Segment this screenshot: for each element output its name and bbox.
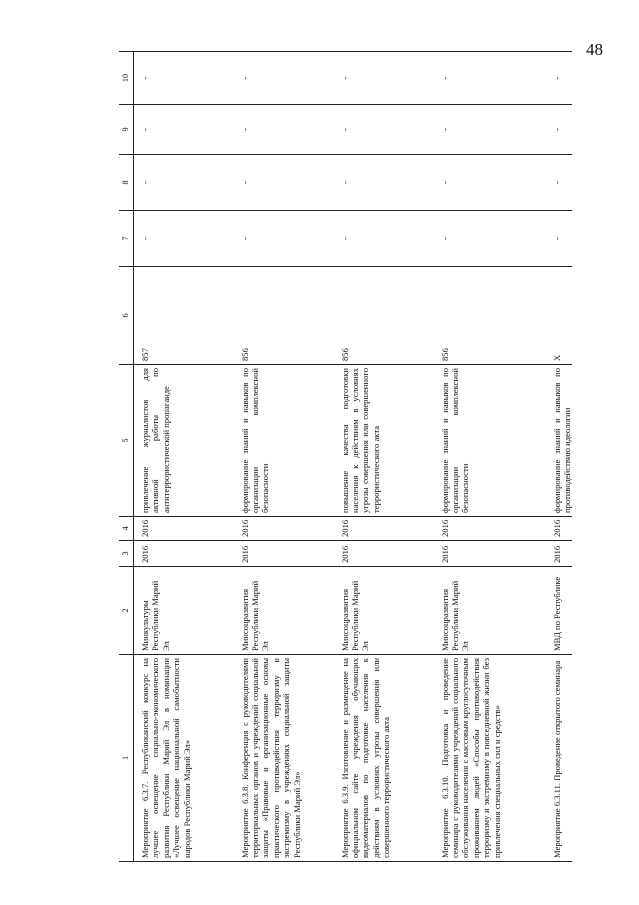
measure-name-cell: Мероприятие 6.3.8. Конференция с руководителями территориальных органов и учреждений социальной защиты «Правовые и организационные основы практического противодействия терроризму и экстремизму в учреждениях социальной защиты Республики Марий Эл» bbox=[234, 655, 334, 862]
value-cell: - bbox=[434, 105, 546, 155]
executor-cell: Минсоцразвития Республики Марий Эл bbox=[434, 567, 546, 655]
expected-result-cell: формирование знаний и навыков по противодействию идеологии bbox=[546, 365, 573, 517]
value-cell: - bbox=[546, 52, 573, 105]
value-cell: - bbox=[334, 155, 434, 211]
value-cell: - bbox=[234, 211, 334, 267]
end-year-cell: 2016 bbox=[334, 517, 434, 541]
table-row bbox=[434, 52, 546, 862]
column-header: 9 bbox=[119, 105, 134, 155]
column-header: 5 bbox=[119, 365, 134, 517]
end-year-cell: 2016 bbox=[546, 517, 573, 541]
budget-code-cell: 856 bbox=[234, 267, 334, 365]
header-row bbox=[119, 52, 134, 862]
column-header: 6 bbox=[119, 267, 134, 365]
value-cell: - bbox=[134, 105, 234, 155]
measure-name-cell: Мероприятие 6.3.10. Подготовка и проведение семинара с руководителями учреждений социального обслуживания населения с массовым круглосуточным проживанием людей «Способы противодействия терроризму и экстремизму в повседневной жизни без привлечения специальных сил и средств» bbox=[434, 655, 546, 862]
start-year-cell: 2016 bbox=[546, 541, 573, 567]
measure-name-cell: Мероприятие 6.3.9. Изготовление и размещение на официальном сайте учреждения обучающих видеоматериалов по подготовке населения к действиям в условиях угрозы совершения или совершенного террористического акта bbox=[334, 655, 434, 862]
end-year-cell: 2016 bbox=[434, 517, 546, 541]
executor-cell: Минсоцразвития Республики Марий Эл bbox=[234, 567, 334, 655]
budget-code-cell: 857 bbox=[134, 267, 234, 365]
start-year-cell: 2016 bbox=[134, 541, 234, 567]
expected-result-cell: привлечение журналистов для активной работы по антитеррористической пропаганде bbox=[134, 365, 234, 517]
expected-result-cell: повышение качества подготовки населения к действиям в условиях угрозы совершения или совершенного террористического акта bbox=[334, 365, 434, 517]
column-header: 7 bbox=[119, 211, 134, 267]
value-cell: - bbox=[434, 155, 546, 211]
value-cell: - bbox=[546, 105, 573, 155]
end-year-cell: 2016 bbox=[234, 517, 334, 541]
column-header: 1 bbox=[119, 655, 134, 862]
table-row bbox=[234, 52, 334, 862]
column-header: 10 bbox=[119, 52, 134, 105]
value-cell: - bbox=[334, 211, 434, 267]
value-cell: - bbox=[234, 52, 334, 105]
column-header: 8 bbox=[119, 155, 134, 211]
measures-table bbox=[119, 51, 572, 862]
budget-code-cell: 856 bbox=[334, 267, 434, 365]
table-row bbox=[134, 52, 234, 862]
start-year-cell: 2016 bbox=[334, 541, 434, 567]
value-cell: - bbox=[546, 155, 573, 211]
expected-result-cell: формирование знаний и навыков по организации комплексной безопасности bbox=[234, 365, 334, 517]
expected-result-cell: формирование знаний и навыков по организации комплексной безопасности bbox=[434, 365, 546, 517]
value-cell: - bbox=[334, 105, 434, 155]
value-cell: - bbox=[334, 52, 434, 105]
rotated-table-container bbox=[119, 52, 639, 862]
executor-cell: Минкультуры Республики Марий Эл bbox=[134, 567, 234, 655]
value-cell: - bbox=[134, 211, 234, 267]
value-cell: - bbox=[234, 155, 334, 211]
executor-cell: Минсоцразвития Республики Марий Эл bbox=[334, 567, 434, 655]
table-row bbox=[334, 52, 434, 862]
page-number: 48 bbox=[586, 40, 603, 59]
value-cell: - bbox=[234, 105, 334, 155]
column-header: 3 bbox=[119, 541, 134, 567]
column-header: 2 bbox=[119, 567, 134, 655]
table-row bbox=[546, 52, 573, 862]
measure-name-cell: Мероприятие 6.3.11. Проведение открытого семинара bbox=[546, 655, 573, 862]
executor-cell: МВД по Республике bbox=[546, 567, 573, 655]
value-cell: - bbox=[434, 211, 546, 267]
value-cell: - bbox=[546, 211, 573, 267]
start-year-cell: 2016 bbox=[434, 541, 546, 567]
measure-name-cell: Мероприятие 6.3.7. Республиканский конкурс на лучшее освещение социально-экономического развития Республики Марий Эл в номинации «Лучшее освещение национальной самобытности народов Республики Марий Эл» bbox=[134, 655, 234, 862]
start-year-cell: 2016 bbox=[234, 541, 334, 567]
value-cell: - bbox=[434, 52, 546, 105]
value-cell: - bbox=[134, 155, 234, 211]
budget-code-cell: Х bbox=[546, 267, 573, 365]
value-cell: - bbox=[134, 52, 234, 105]
budget-code-cell: 856 bbox=[434, 267, 546, 365]
column-header: 4 bbox=[119, 517, 134, 541]
end-year-cell: 2016 bbox=[134, 517, 234, 541]
